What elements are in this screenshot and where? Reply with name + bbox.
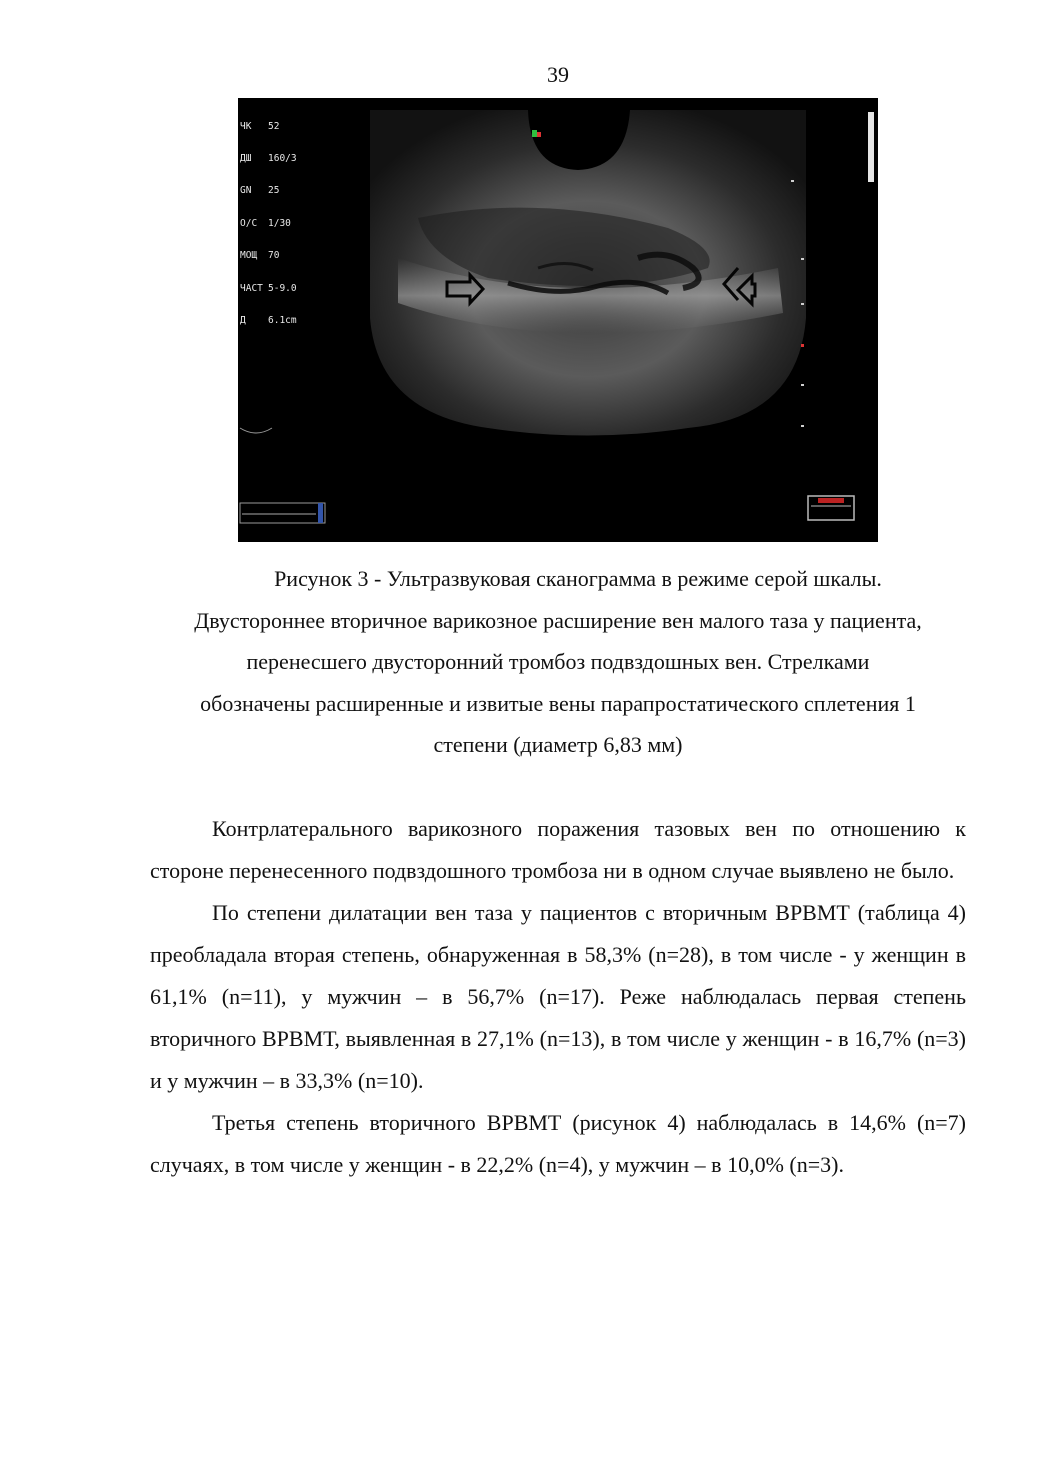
caption-line: перенесшего двусторонний тромбоз подвздошных вен. Стрелками bbox=[246, 649, 870, 674]
readout-row: О/С 1/30 bbox=[240, 217, 291, 229]
page-number: 39 bbox=[547, 62, 569, 87]
grayscale-bar bbox=[868, 112, 874, 182]
readout-row: Д 6.1cm bbox=[240, 314, 297, 326]
caption-line: Рисунок 3 - Ультразвуковая сканограмма в режиме серой шкалы. bbox=[274, 566, 882, 591]
readout-row: ДШ 160/3 bbox=[240, 152, 297, 164]
paragraph: По степени дилатации вен таза у пациентов с вторичным ВРВМТ (таблица 4) преобладала вторая степень, обнаруженная в 58,3% (n=28), в том числе - у женщин в 61,1% (n=11), у мужчин – в 56,7% (n=17). Реже наблюдалась первая степень вторичного ВРВМТ, выявленная в 27,1% (n=13), в том числе у женщин - в 16,7% (n=3) и у мужчин – в 33,3% (n=10). bbox=[150, 900, 966, 1093]
caption-line: обозначены расширенные и извитые вены парапростатического сплетения 1 bbox=[200, 690, 916, 716]
caption-line: степени (диаметр 6,83 мм) bbox=[433, 732, 683, 757]
ultrasound-image bbox=[238, 98, 878, 542]
paragraph: Третья степень вторичного ВРВМТ (рисунок 4) наблюдалась в 14,6% (n=7) случаях, в том числе у женщин - в 22,2% (n=4), у мужчин – в 10,0% (n=3). bbox=[150, 1110, 966, 1177]
readout-row: ЧАСТ 5-9.0 bbox=[240, 282, 297, 294]
ultrasound-readout bbox=[240, 100, 297, 348]
paragraph: Контрлатерального варикозного поражения тазовых вен по отношению к стороне перенесенного подвздошного тромбоза ни в одном случае выявлено не было. bbox=[150, 816, 966, 883]
caption-line: Двустороннее вторичное варикозное расширение вен малого таза у пациента, bbox=[194, 607, 922, 633]
ultrasound-scan-graphic bbox=[238, 98, 878, 542]
figure-caption bbox=[140, 558, 976, 766]
readout-row: МОЩ 70 bbox=[240, 250, 280, 262]
readout-row: GN 25 bbox=[240, 185, 280, 197]
body-text bbox=[150, 808, 966, 1186]
readout-row: ЧК 52 bbox=[240, 120, 280, 132]
